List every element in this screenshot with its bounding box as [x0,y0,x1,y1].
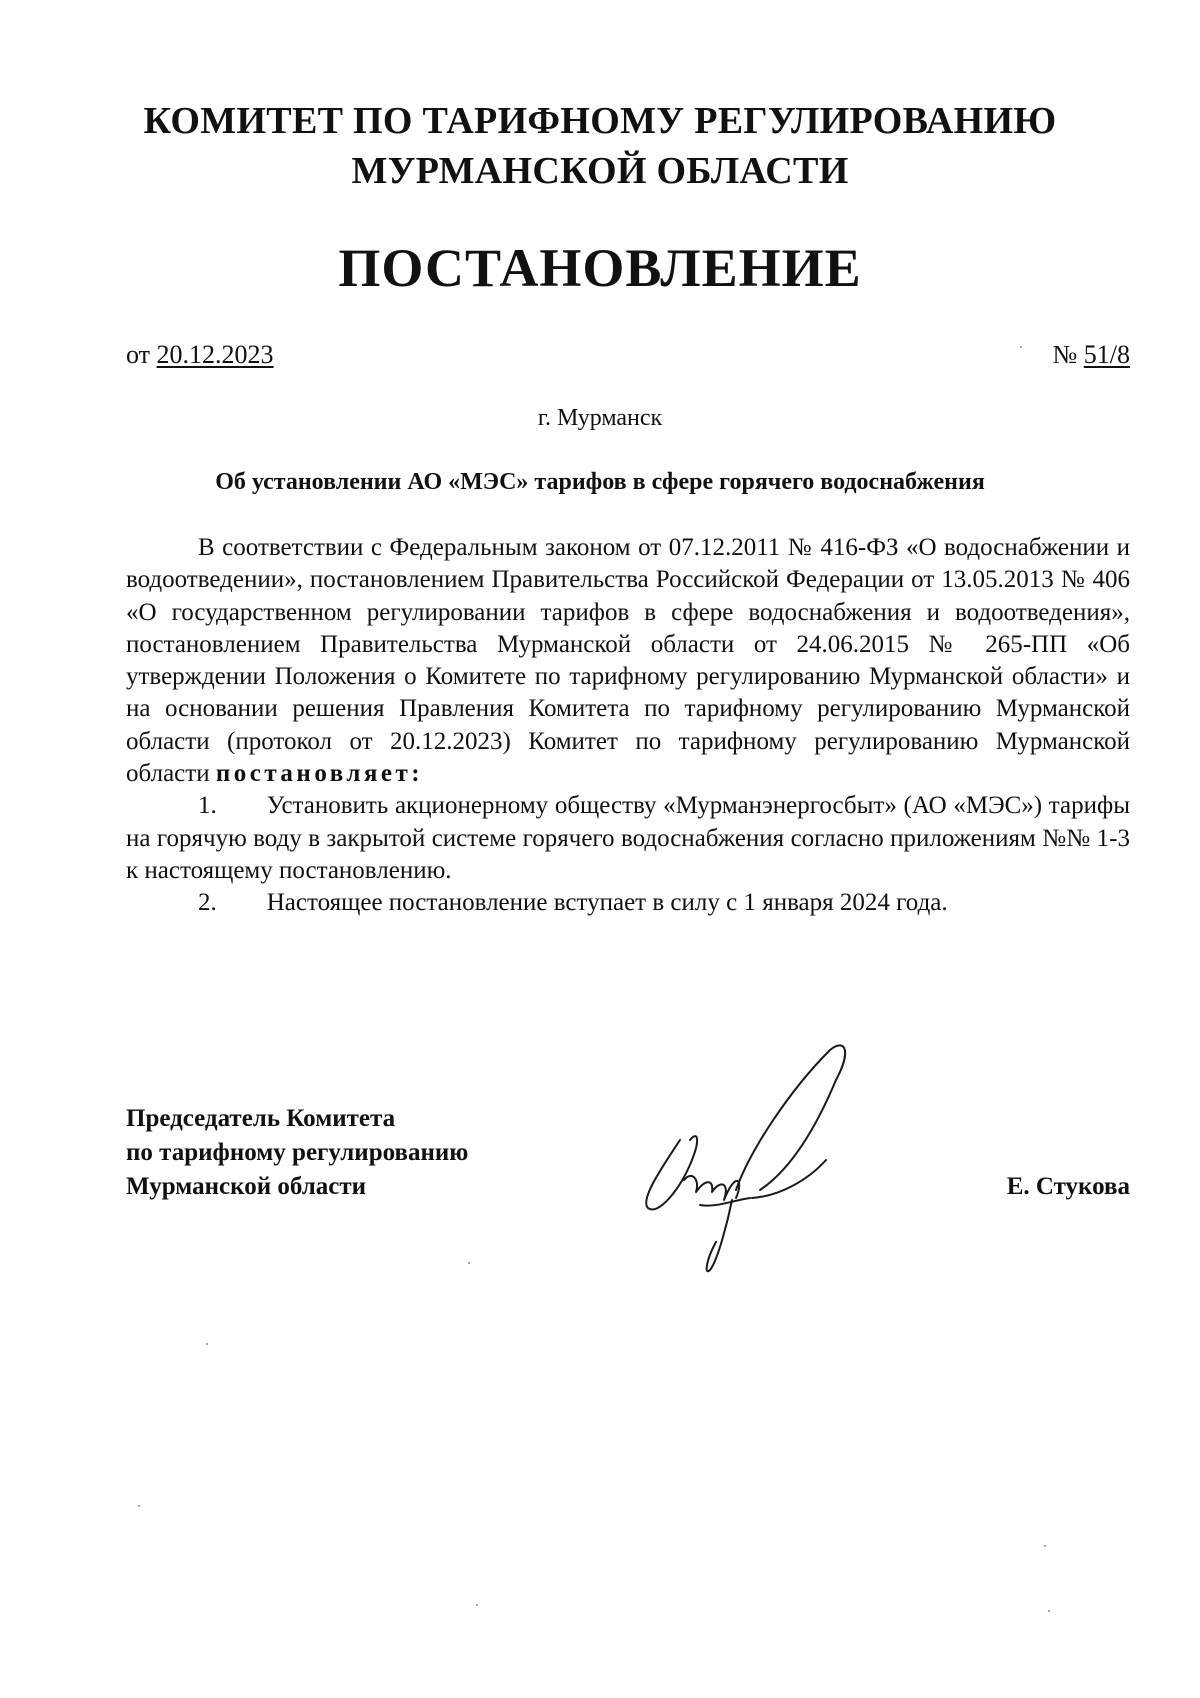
document-number [1052,338,1130,372]
handwritten-signature [640,1030,880,1280]
number-value: 51/8 [1083,340,1130,369]
document-type: ПОСТАНОВЛЕНИЕ [338,238,862,298]
scan-speck [206,1343,208,1345]
decree-word: постановляет [215,760,412,788]
signatory-title [126,1102,468,1204]
date-prefix: от [126,340,151,369]
scan-speck [468,1262,470,1264]
signatory-name: Е. Стукова [1006,1173,1130,1200]
list-item-2 [126,887,1130,919]
document-body [126,532,1130,920]
organization-title-line1: КОМИТЕТ ПО ТАРИФНОМУ РЕГУЛИРОВАНИЮ [143,100,1057,142]
decree-colon: : [411,760,424,788]
date-value: 20.12.2023 [156,340,274,369]
list-item-2-text: Настоящее постановление вступает в силу с 1 января 2024 года. [266,889,948,917]
list-item-1-text: Установить акционерному обществу «Мурманэнергосбыт» (АО «МЭС») тарифы на горячую воду в закрытой системе горячего водоснабжения согласно приложениям №№ 1-3 к настоящему постановлению. [126,792,1130,884]
scan-speck [138,1505,140,1507]
preamble-paragraph [126,532,1130,790]
scan-speck [1048,1610,1050,1612]
signatory-title-line1: Председатель Комитета [126,1105,396,1132]
scan-speck [1044,1545,1046,1547]
number-prefix: № [1052,340,1078,369]
preamble-text: В соответствии с Федеральным законом от 07.12.2011 № 416-ФЗ «О водоснабжении и водоотведении», постановлением Правительства Российской Федерации от 13.05.2013 № 406 «О государственном регулировании тарифов в сфере водоснабжения и водоотведения», постановлением Правительства Мурманской области от 24.06.2015 № 265-ПП «Об утверждении Положения о Комитете по тарифному регулированию Мурманской области» и на основании решения Правления Комитета по тарифному регулированию Мурманской области (протокол от 20.12.2023) Комитет по тарифному регулированию Мурманской области [126,534,1130,788]
signatory-title-line3: Мурманской области [126,1173,367,1200]
list-item-1 [126,790,1130,887]
scan-speck [476,1604,478,1606]
list-item-1-number: 1. [198,792,217,820]
document-date [126,338,274,372]
list-item-2-number: 2. [198,889,217,917]
organization-title [100,96,1100,196]
signatory-title-line2: по тарифному регулированию [126,1139,469,1166]
scan-speck [1020,346,1022,348]
organization-title-line2: МУРМАНСКОЙ ОБЛАСТИ [351,150,849,192]
city: г. Мурманск [537,405,663,431]
date-number-row [126,338,1130,372]
document-subject: Об установлении АО «МЭС» тарифов в сфере горячего водоснабжения [215,469,985,495]
